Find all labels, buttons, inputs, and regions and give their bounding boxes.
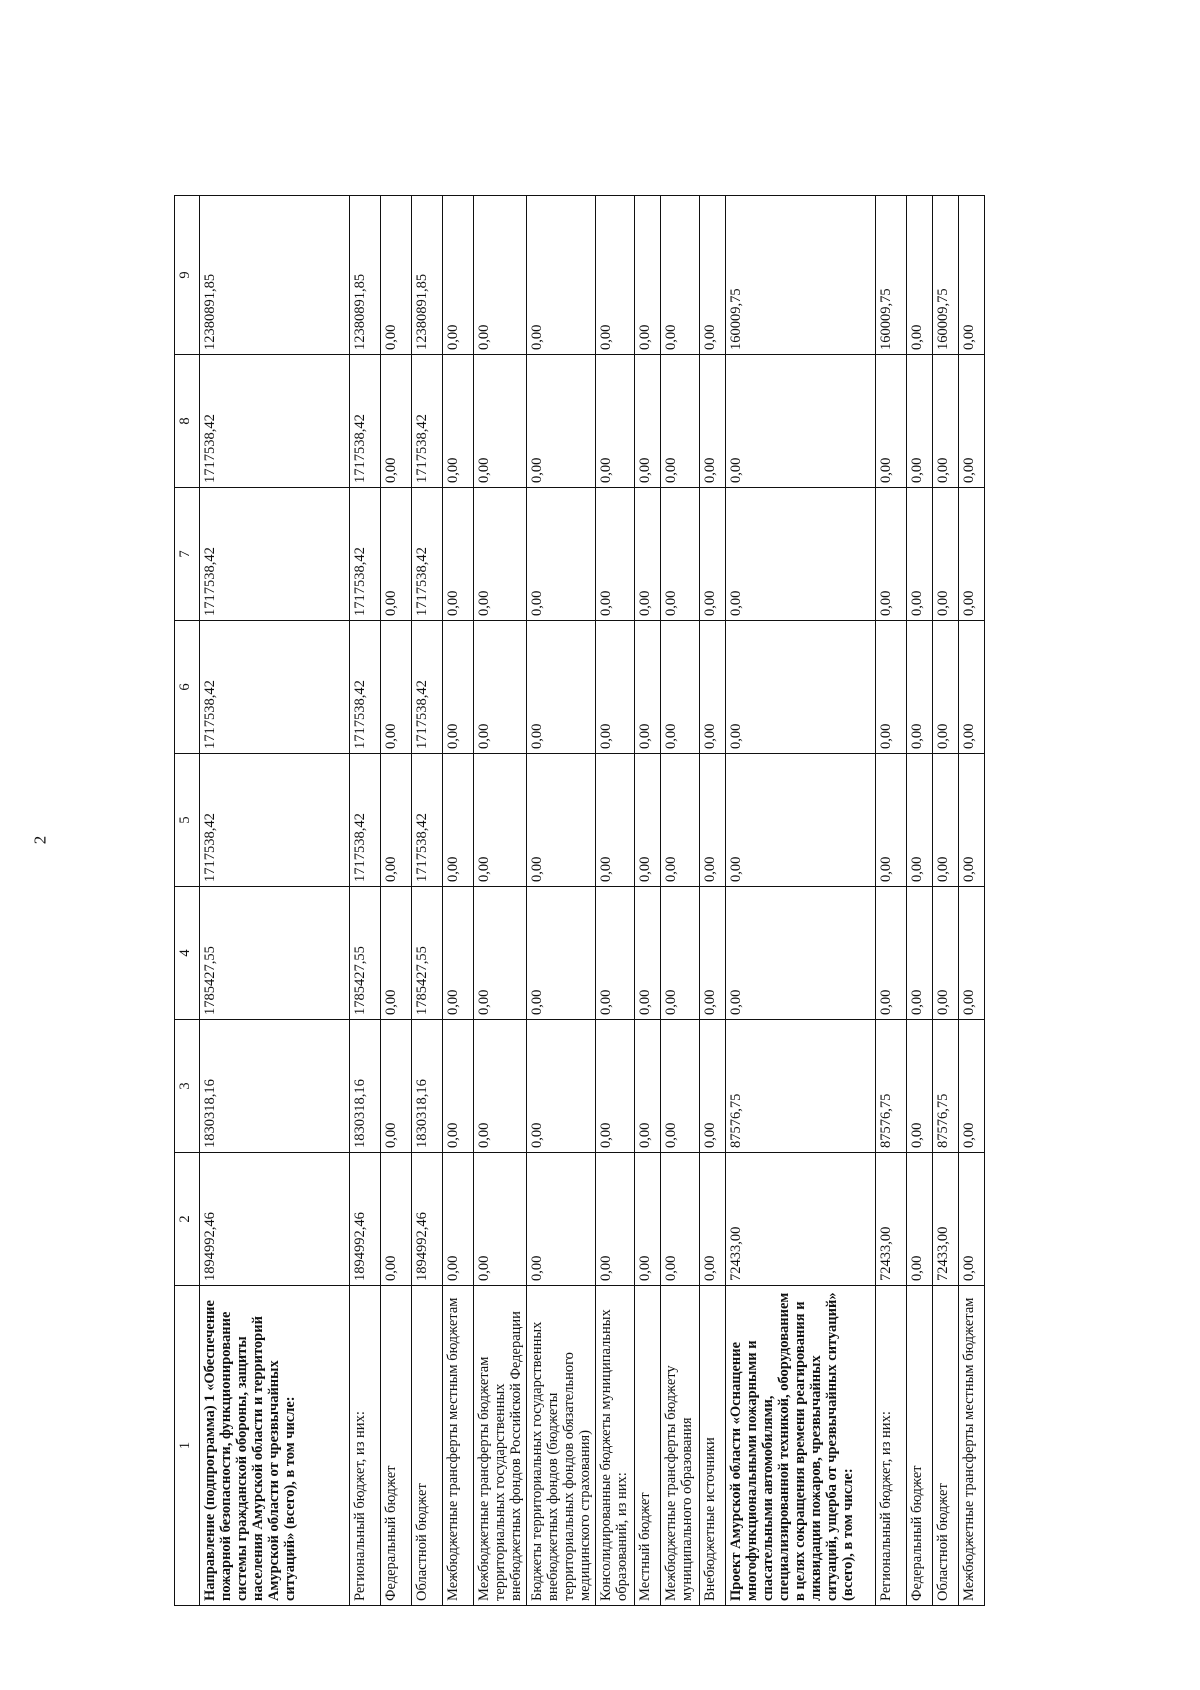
value-cell: 0,00 xyxy=(635,196,661,355)
value-cell: 1717538,42 xyxy=(200,488,350,621)
value-cell: 12380891,85 xyxy=(350,196,381,355)
value-cell: 0,00 xyxy=(661,1153,700,1286)
row-label: Межбюджетные трансферты местным бюджетам xyxy=(443,1286,474,1606)
value-cell: 72433,00 xyxy=(933,1153,959,1286)
value-cell: 0,00 xyxy=(661,355,700,488)
value-cell: 0,00 xyxy=(907,1153,933,1286)
value-cell: 1717538,42 xyxy=(350,488,381,621)
value-cell: 0,00 xyxy=(959,355,985,488)
value-cell: 0,00 xyxy=(474,1153,527,1286)
value-cell: 0,00 xyxy=(635,355,661,488)
table-row xyxy=(959,196,985,1606)
rotated-table-container xyxy=(174,196,1076,1606)
column-header: 6 xyxy=(175,621,200,754)
value-cell: 0,00 xyxy=(635,621,661,754)
value-cell: 0,00 xyxy=(381,196,412,355)
value-cell: 0,00 xyxy=(596,1153,635,1286)
row-label: Региональный бюджет, из них: xyxy=(350,1286,381,1606)
row-label: Федеральный бюджет xyxy=(381,1286,412,1606)
value-cell: 72433,00 xyxy=(726,1153,876,1286)
value-cell: 0,00 xyxy=(700,621,726,754)
value-cell: 1717538,42 xyxy=(412,488,443,621)
value-cell: 0,00 xyxy=(661,196,700,355)
table-row xyxy=(350,196,381,1606)
value-cell: 87576,75 xyxy=(726,1020,876,1153)
value-cell: 1717538,42 xyxy=(412,621,443,754)
value-cell: 0,00 xyxy=(596,355,635,488)
page-number: 2 xyxy=(30,835,50,845)
value-cell: 0,00 xyxy=(726,355,876,488)
row-label: Межбюджетные трансферты бюджету муниципального образования xyxy=(661,1286,700,1606)
table-row xyxy=(907,196,933,1606)
value-cell: 0,00 xyxy=(443,1020,474,1153)
budget-table xyxy=(174,195,985,1606)
value-cell: 0,00 xyxy=(700,1153,726,1286)
value-cell: 0,00 xyxy=(661,488,700,621)
value-cell: 0,00 xyxy=(876,488,907,621)
value-cell: 1830318,16 xyxy=(350,1020,381,1153)
value-cell: 0,00 xyxy=(381,355,412,488)
column-header: 1 xyxy=(175,1286,200,1606)
table-row xyxy=(933,196,959,1606)
value-cell: 0,00 xyxy=(726,754,876,887)
table-row xyxy=(443,196,474,1606)
value-cell: 0,00 xyxy=(381,621,412,754)
row-label: Консолидированные бюджеты муниципальных образований, из них: xyxy=(596,1286,635,1606)
value-cell: 1717538,42 xyxy=(350,621,381,754)
value-cell: 0,00 xyxy=(907,355,933,488)
value-cell: 0,00 xyxy=(381,1153,412,1286)
table-row xyxy=(726,196,876,1606)
value-cell: 0,00 xyxy=(876,355,907,488)
value-cell: 0,00 xyxy=(907,754,933,887)
value-cell: 1717538,42 xyxy=(412,355,443,488)
value-cell: 1830318,16 xyxy=(412,1020,443,1153)
value-cell: 1717538,42 xyxy=(200,621,350,754)
value-cell: 0,00 xyxy=(474,355,527,488)
value-cell: 0,00 xyxy=(596,621,635,754)
table-row xyxy=(635,196,661,1606)
table-row xyxy=(700,196,726,1606)
value-cell: 0,00 xyxy=(474,754,527,887)
value-cell: 0,00 xyxy=(381,887,412,1020)
value-cell: 1894992,46 xyxy=(200,1153,350,1286)
value-cell: 0,00 xyxy=(876,887,907,1020)
value-cell: 1785427,55 xyxy=(350,887,381,1020)
row-label: Областной бюджет xyxy=(933,1286,959,1606)
value-cell: 160009,75 xyxy=(726,196,876,355)
value-cell: 0,00 xyxy=(907,1020,933,1153)
value-cell: 0,00 xyxy=(661,754,700,887)
value-cell: 0,00 xyxy=(443,488,474,621)
value-cell: 0,00 xyxy=(635,1020,661,1153)
column-header: 8 xyxy=(175,355,200,488)
value-cell: 0,00 xyxy=(527,488,596,621)
column-header: 7 xyxy=(175,488,200,621)
value-cell: 1717538,42 xyxy=(412,754,443,887)
value-cell: 160009,75 xyxy=(876,196,907,355)
value-cell: 0,00 xyxy=(527,621,596,754)
value-cell: 0,00 xyxy=(527,1020,596,1153)
value-cell: 0,00 xyxy=(474,196,527,355)
value-cell: 0,00 xyxy=(443,355,474,488)
value-cell: 0,00 xyxy=(726,887,876,1020)
value-cell: 0,00 xyxy=(933,355,959,488)
value-cell: 0,00 xyxy=(726,621,876,754)
value-cell: 1894992,46 xyxy=(412,1153,443,1286)
value-cell: 0,00 xyxy=(907,196,933,355)
row-label: Межбюджетные трансферты местным бюджетам xyxy=(959,1286,985,1606)
row-label: Межбюджетные трансферты бюджетам территориальных государственных внебюджетных фондов Российской Федерации xyxy=(474,1286,527,1606)
value-cell: 0,00 xyxy=(726,488,876,621)
value-cell: 0,00 xyxy=(527,754,596,887)
value-cell: 0,00 xyxy=(443,1153,474,1286)
value-cell: 0,00 xyxy=(596,196,635,355)
value-cell: 1717538,42 xyxy=(350,355,381,488)
value-cell: 0,00 xyxy=(443,754,474,887)
value-cell: 0,00 xyxy=(527,1153,596,1286)
value-cell: 0,00 xyxy=(933,621,959,754)
value-cell: 0,00 xyxy=(700,754,726,887)
value-cell: 1785427,55 xyxy=(412,887,443,1020)
row-label: Местный бюджет xyxy=(635,1286,661,1606)
column-header: 2 xyxy=(175,1153,200,1286)
row-label: Бюджеты территориальных государственных внебюджетных фондов (бюджеты территориальных фондов обязательного медицинского страхования) xyxy=(527,1286,596,1606)
value-cell: 1894992,46 xyxy=(350,1153,381,1286)
value-cell: 0,00 xyxy=(700,1020,726,1153)
value-cell: 0,00 xyxy=(474,621,527,754)
row-label: Областной бюджет xyxy=(412,1286,443,1606)
table-body xyxy=(200,196,985,1606)
value-cell: 160009,75 xyxy=(933,196,959,355)
value-cell: 0,00 xyxy=(474,488,527,621)
table-row xyxy=(412,196,443,1606)
value-cell: 0,00 xyxy=(700,196,726,355)
value-cell: 0,00 xyxy=(700,355,726,488)
value-cell: 1717538,42 xyxy=(200,355,350,488)
value-cell: 1717538,42 xyxy=(350,754,381,887)
value-cell: 72433,00 xyxy=(876,1153,907,1286)
value-cell: 0,00 xyxy=(907,488,933,621)
table-row xyxy=(876,196,907,1606)
value-cell: 0,00 xyxy=(876,621,907,754)
value-cell: 0,00 xyxy=(635,1153,661,1286)
value-cell: 12380891,85 xyxy=(412,196,443,355)
value-cell: 0,00 xyxy=(381,754,412,887)
column-header: 9 xyxy=(175,196,200,355)
value-cell: 0,00 xyxy=(381,1020,412,1153)
value-cell: 0,00 xyxy=(443,196,474,355)
column-header: 3 xyxy=(175,1020,200,1153)
value-cell: 87576,75 xyxy=(876,1020,907,1153)
value-cell: 0,00 xyxy=(700,887,726,1020)
header-row xyxy=(175,196,200,1606)
value-cell: 0,00 xyxy=(933,488,959,621)
table-row xyxy=(474,196,527,1606)
value-cell: 0,00 xyxy=(907,887,933,1020)
value-cell: 0,00 xyxy=(527,887,596,1020)
value-cell: 0,00 xyxy=(661,621,700,754)
value-cell: 0,00 xyxy=(635,754,661,887)
value-cell: 0,00 xyxy=(700,488,726,621)
table-row xyxy=(661,196,700,1606)
row-label: Федеральный бюджет xyxy=(907,1286,933,1606)
value-cell: 0,00 xyxy=(959,196,985,355)
value-cell: 0,00 xyxy=(876,754,907,887)
value-cell: 0,00 xyxy=(933,754,959,887)
value-cell: 0,00 xyxy=(474,887,527,1020)
value-cell: 0,00 xyxy=(959,488,985,621)
table-row xyxy=(527,196,596,1606)
value-cell: 1717538,42 xyxy=(200,754,350,887)
value-cell: 0,00 xyxy=(596,754,635,887)
value-cell: 0,00 xyxy=(527,355,596,488)
value-cell: 0,00 xyxy=(907,621,933,754)
value-cell: 0,00 xyxy=(596,488,635,621)
row-label: Направление (подпрограмма) 1 «Обеспечение пожарной безопасности, функционирование системы гражданской обороны, защиты населения Амурской области и территорий Амурской области от чрезвычайных ситуаций» (всего), в том числе: xyxy=(200,1286,350,1606)
value-cell: 1785427,55 xyxy=(200,887,350,1020)
value-cell: 0,00 xyxy=(635,488,661,621)
value-cell: 0,00 xyxy=(527,196,596,355)
value-cell: 0,00 xyxy=(474,1020,527,1153)
value-cell: 1830318,16 xyxy=(200,1020,350,1153)
value-cell: 0,00 xyxy=(596,1020,635,1153)
value-cell: 0,00 xyxy=(959,1020,985,1153)
table-row xyxy=(381,196,412,1606)
value-cell: 0,00 xyxy=(596,887,635,1020)
value-cell: 0,00 xyxy=(959,754,985,887)
value-cell: 0,00 xyxy=(381,488,412,621)
table-row xyxy=(200,196,350,1606)
value-cell: 0,00 xyxy=(443,621,474,754)
value-cell: 0,00 xyxy=(661,1020,700,1153)
value-cell: 0,00 xyxy=(959,887,985,1020)
value-cell: 0,00 xyxy=(959,1153,985,1286)
value-cell: 0,00 xyxy=(661,887,700,1020)
value-cell: 0,00 xyxy=(933,887,959,1020)
row-label: Проект Амурской области «Оснащение многофункциональными пожарными и спасательными автомобилями, специализированной техникой, оборудованием в целях сокращения времени реагирования и ликвидации пожаров, чрезвычайных ситуаций, ущерба от чрезвычайных ситуаций» (всего), в том числе: xyxy=(726,1286,876,1606)
value-cell: 12380891,85 xyxy=(200,196,350,355)
value-cell: 0,00 xyxy=(635,887,661,1020)
row-label: Региональный бюджет, из них: xyxy=(876,1286,907,1606)
value-cell: 0,00 xyxy=(959,621,985,754)
row-label: Внебюджетные источники xyxy=(700,1286,726,1606)
value-cell: 0,00 xyxy=(443,887,474,1020)
value-cell: 87576,75 xyxy=(933,1020,959,1153)
column-header: 4 xyxy=(175,887,200,1020)
column-header: 5 xyxy=(175,754,200,887)
table-row xyxy=(596,196,635,1606)
